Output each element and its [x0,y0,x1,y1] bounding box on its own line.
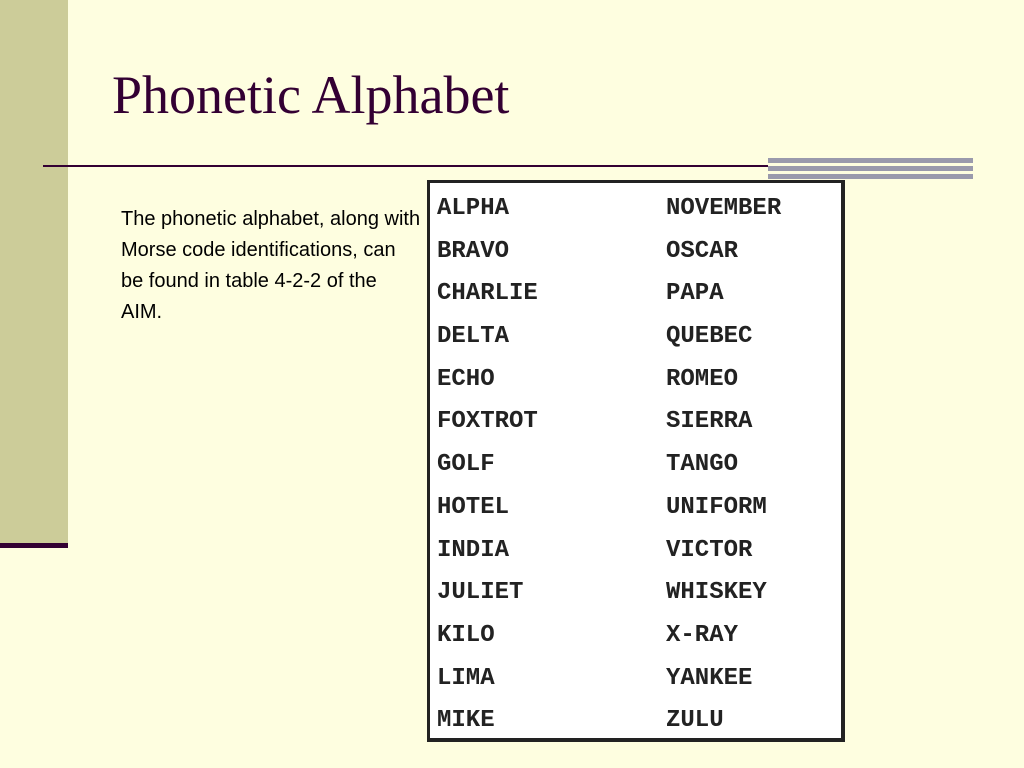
table-cell: SIERRA [666,408,753,436]
table-cell: DELTA [437,323,510,351]
table-cell: QUEBEC [666,323,753,351]
table-cell: LIMA [437,664,495,692]
table-cell: JULIET [437,579,524,607]
title-divider-accent [768,158,973,179]
accent-bar [768,158,973,163]
table-cell: VICTOR [666,536,753,564]
table-cell: HOTEL [437,493,510,521]
table-cell: BRAVO [437,237,510,265]
left-band-accent-line [0,543,68,548]
table-cell: ALPHA [437,195,510,222]
table-cell: MIKE [437,707,495,735]
table-cell: ZULU [666,707,724,735]
slide-title: Phonetic Alphabet [112,65,510,125]
table-cell: GOLF [437,451,495,479]
table-column-left [437,194,538,749]
title-divider-line [43,165,768,167]
table-cell: NOVEMBER [666,195,782,222]
table-cell: X-RAY [666,621,739,649]
accent-bar [768,174,973,179]
table-cell: WHISKEY [666,579,767,607]
table-column-right [666,194,781,749]
body-paragraph: The phonetic alphabet, along with Morse code identifications, can be found in table 4-2-2 of the AIM. [121,208,421,323]
table-cell: ROMEO [666,365,739,393]
table-cell: OSCAR [666,237,739,265]
table-cell: PAPA [666,280,724,308]
accent-bar [768,166,973,171]
phonetic-alphabet-table [427,180,845,742]
table-cell: UNIFORM [666,493,767,521]
table-cell: INDIA [437,536,510,564]
table-cell: KILO [437,621,495,649]
table-cell: TANGO [666,451,739,479]
left-decorative-band [0,0,68,546]
table-cell: FOXTROT [437,408,538,436]
table-cell: ECHO [437,365,495,393]
table-cell: YANKEE [666,664,753,692]
table-cell: CHARLIE [437,280,538,308]
